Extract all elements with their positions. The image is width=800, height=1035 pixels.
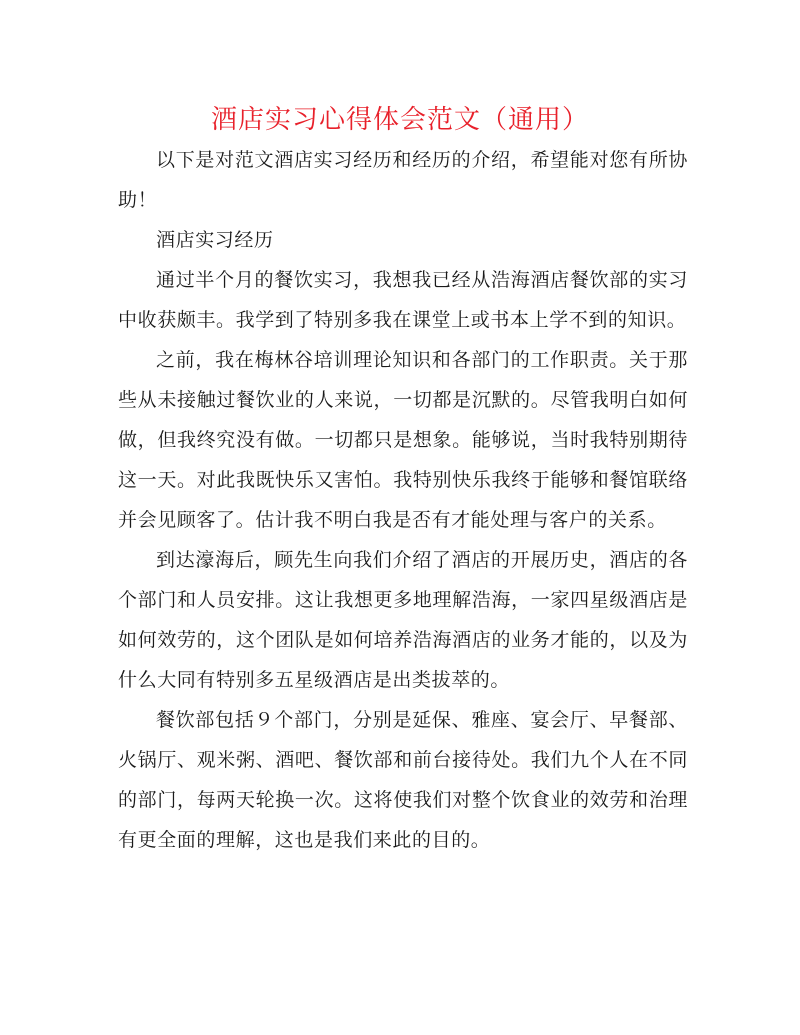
document-body [118, 140, 688, 860]
section-heading: 酒店实习经历 [156, 229, 274, 251]
paragraph-1: 通过半个月的餐饮实习，我想我已经从浩海酒店餐饮部的实习中收获颇丰。我学到了特别多我在课堂上或书本上学不到的知识。 [118, 269, 688, 331]
paragraph-4: 餐饮部包括９个部门，分别是延保、雅座、宴会厅、早餐部、火锅厅、观米粥、酒吧、餐饮部和前台接待处。我们九个人在不同的部门，每两天轮换一次。这将使我们对整个饮食业的效劳和治理有更全面的理解，这也是我们来此的目的。 [118, 709, 688, 851]
paragraph-3: 到达濠海后，顾先生向我们介绍了酒店的开展历史，酒店的各个部门和人员安排。这让我想更多地理解浩海，一家四星级酒店是如何效劳的，这个团队是如何培养浩海酒店的业务才能的，以及为什么大同有特别多五星级酒店是出类拔萃的。 [118, 549, 688, 691]
paragraph-2: 之前，我在梅林谷培训理论知识和各部门的工作职责。关于那些从未接触过餐饮业的人来说，一切都是沉默的。尽管我明白如何做，但我终究没有做。一切都只是想象。能够说，当时我特别期待这一天。对此我既快乐又害怕。我特别快乐我终于能够和餐馆联络并会见顾客了。估计我不明白我是否有才能处理与客户的关系。 [118, 349, 688, 531]
paragraph-intro: 以下是对范文酒店实习经历和经历的介绍，希望能对您有所协助！ [118, 149, 688, 211]
document-title: 酒店实习心得体会范文（通用） [210, 105, 589, 135]
